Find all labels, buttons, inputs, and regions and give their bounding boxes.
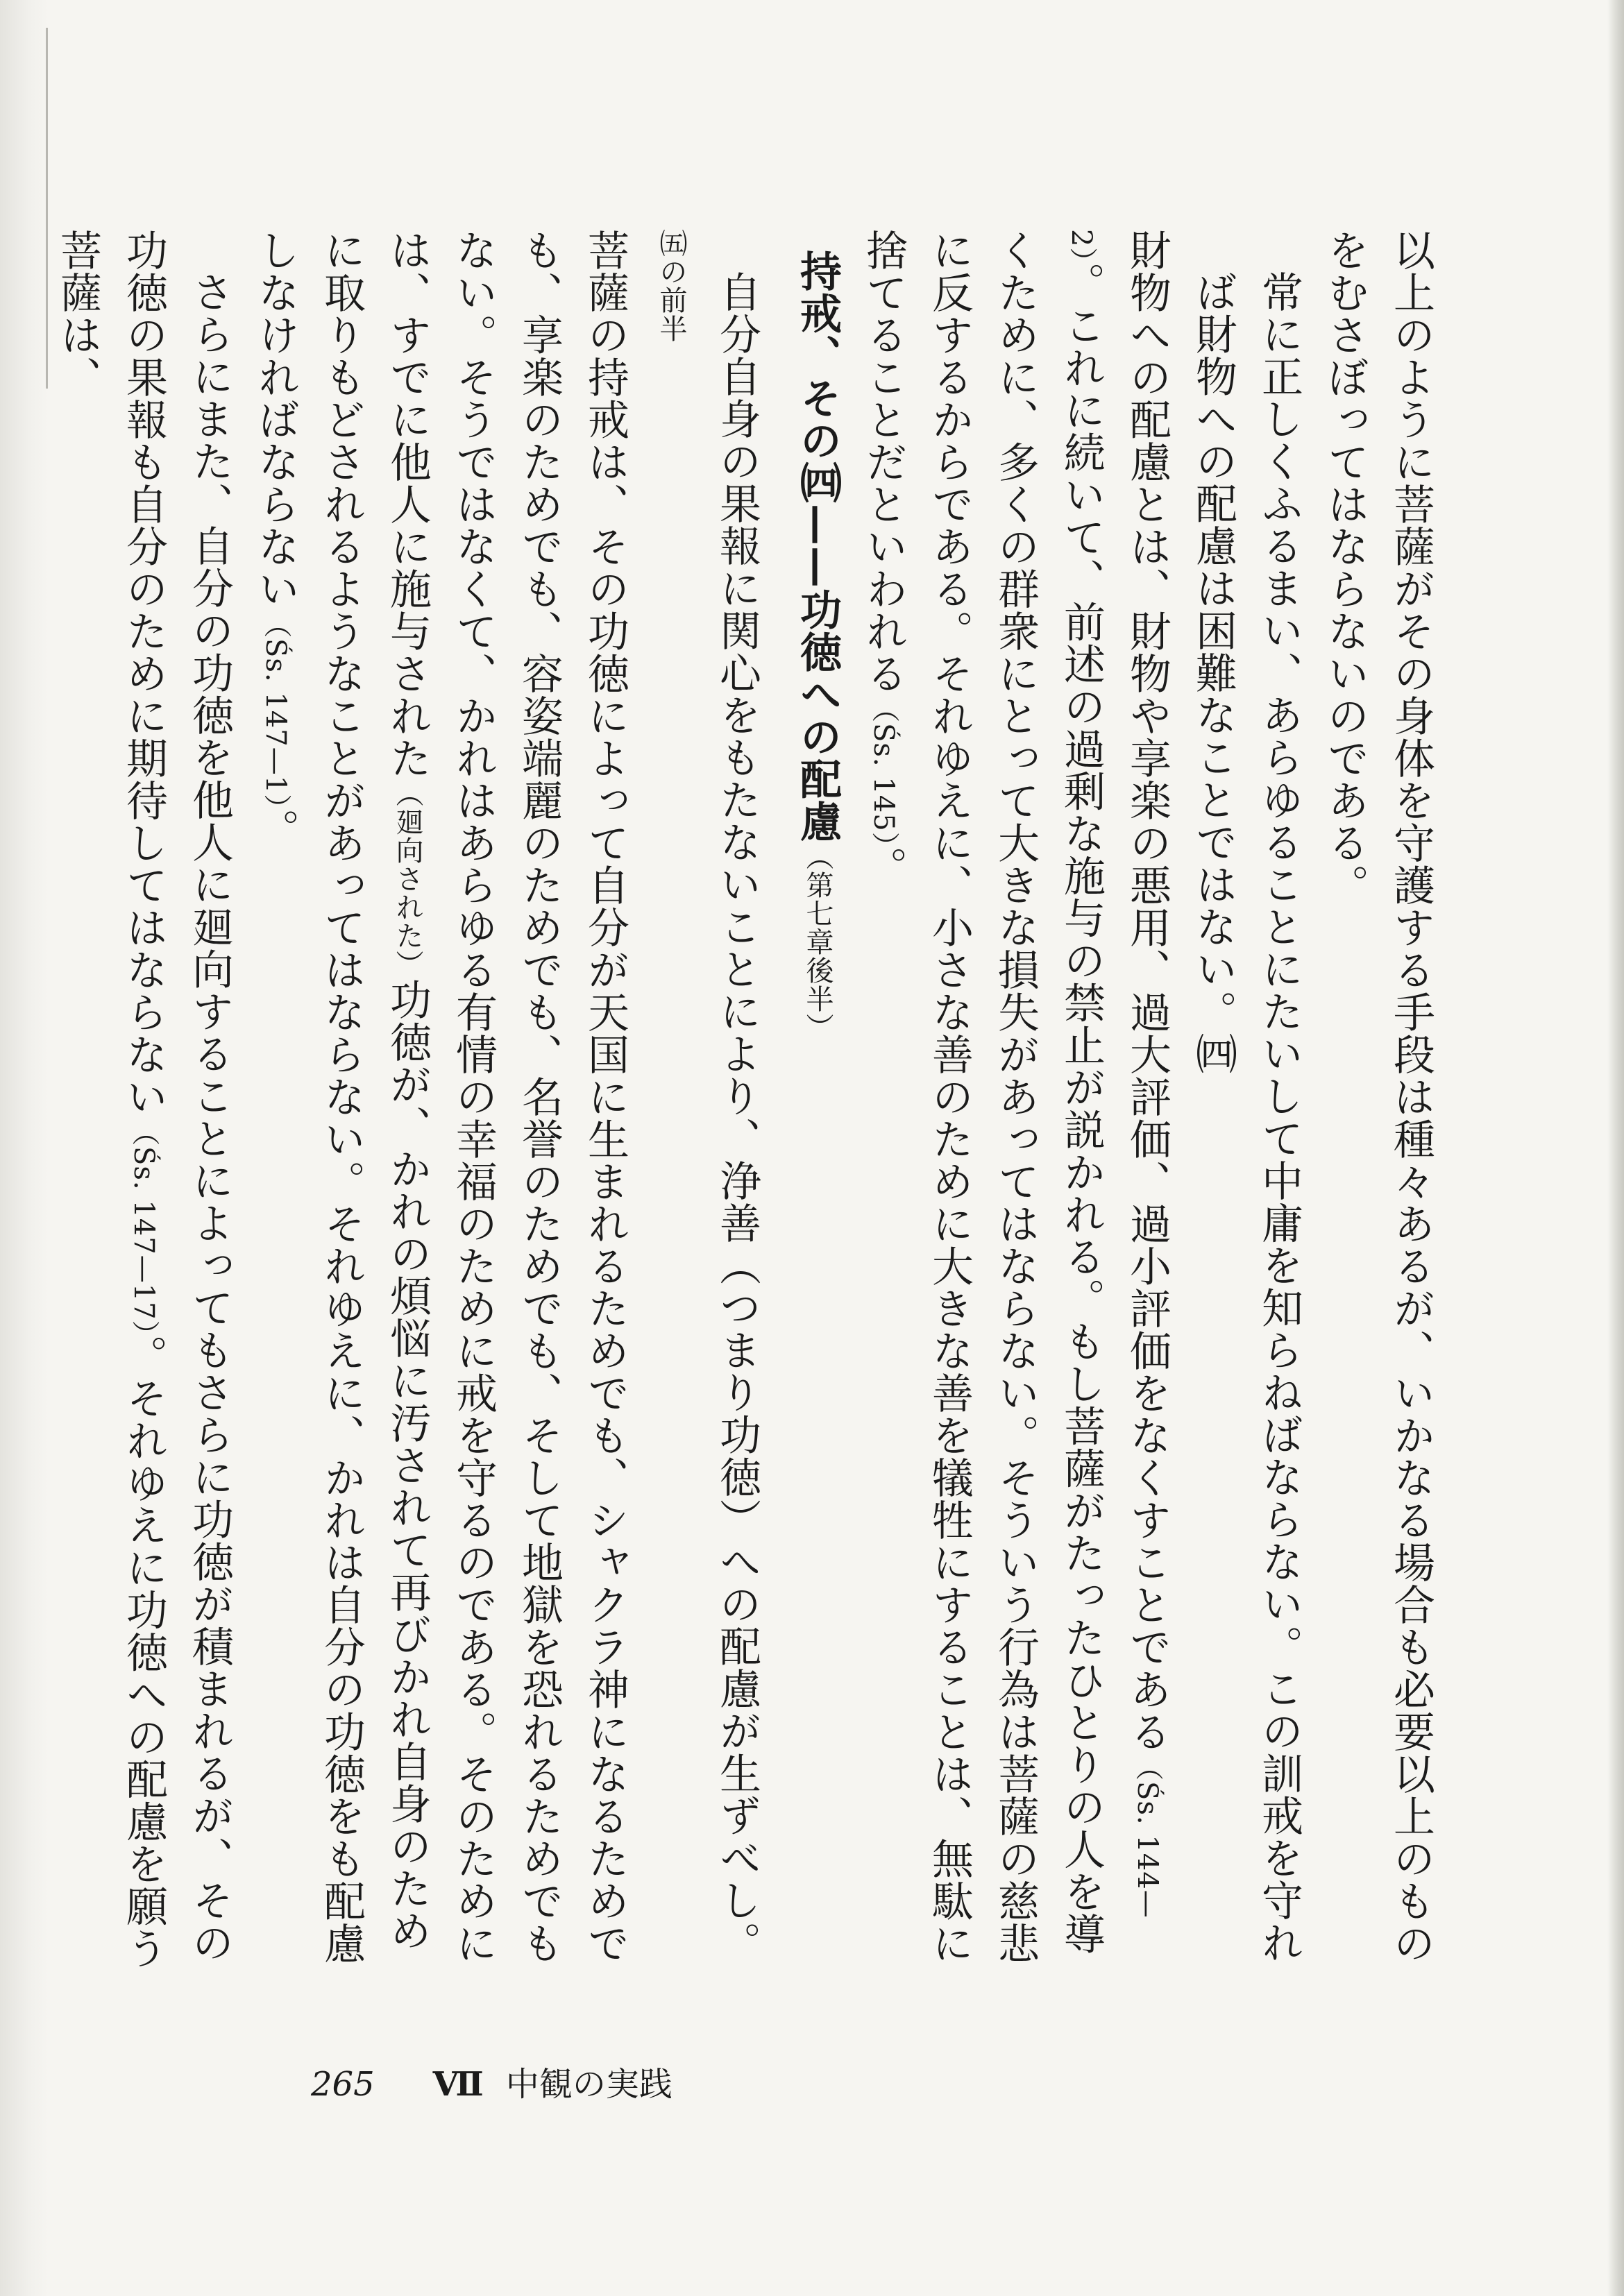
page-number: 265	[311, 2065, 375, 2104]
section-heading-subtitle: （第七章後半）	[802, 842, 834, 1041]
page-edge-right	[1607, 0, 1624, 2296]
paragraph-5-text-a: 菩薩の持戒は、その功徳によって自分が天国に生まれるためでも、シャクラ神になるためでも、享楽のためでも、容姿端麗のためでも、名誉のためでも、そして地獄を恐れるためでもない。そうではなくて、かれはあらゆる有情の幸福のために戒を守るのである。そのためには、すでに他人に施与された	[383, 229, 629, 1964]
chapter-title: 中観の実践	[505, 2065, 673, 2104]
paragraph-1-text: 以上のように菩薩がその身体を守護する手段は種々あるが、いかなる場合も必要以上のものをむさぼってはならないのである。	[1321, 229, 1435, 1964]
chapter-numeral: Ⅶ	[432, 2065, 484, 2104]
paragraph-4-note: ㈤の前半	[655, 229, 687, 343]
page-footer	[311, 2059, 797, 2109]
paragraph-5-paren: （廻向された）	[391, 779, 423, 978]
paragraph-6	[44, 229, 242, 1984]
paragraph-4-text: 自分自身の果報に関心をもたないことにより、浄善（つまり功徳）への配慮が生ずべし。	[713, 271, 761, 1964]
paragraph-4	[638, 229, 770, 1984]
section-heading	[784, 229, 850, 1984]
paragraph-5	[242, 229, 638, 1984]
paragraph-5-text-c: 。	[251, 808, 300, 851]
paragraph-3-text-a: 財物への配慮とは、財物や享楽の悪用、過大評価、過小評価をなくすことである	[1123, 229, 1172, 1753]
reference-ss-144: （Śs. 144—2）	[1065, 229, 1163, 1919]
page-edge-left	[0, 0, 49, 2296]
reference-ss-147-1: （Śs. 147—1）	[260, 610, 291, 809]
verse-text: 常に正しくふるまい、あらゆることにたいして中庸を知らねばならない。この訓戒を守れば財物への配慮は困難なことではない。	[1189, 271, 1303, 1964]
reference-ss-145: （Śs. 145）	[868, 695, 899, 847]
paragraph-1	[1312, 229, 1444, 1984]
paragraph-3-text-c: 。	[859, 846, 908, 889]
verse-note: ㈣	[1189, 1032, 1237, 1075]
paragraph-3	[850, 229, 1180, 1984]
paragraph-6-text-a: さらにまた、自分の功徳を他人に廻向することによってもさらに功徳が積まれるが、その功徳の果報も自分のために期待してはならない	[119, 229, 234, 1964]
body-text	[53, 229, 1444, 1984]
paragraph-5-text-b: 功徳が、かれの煩悩に汚されて再びかれ自身のために取りもどされるようなことがあってはならない。それゆえに、かれは自分の功徳をも配慮しなければならない	[251, 229, 432, 1964]
paragraph-6-text-b: 。それゆえに功徳への配慮を願う菩薩は、	[53, 229, 168, 1970]
section-heading-title: 持戒、その㈣——功徳への配慮	[793, 250, 842, 842]
verse-paragraph	[1180, 271, 1312, 1984]
reference-ss-147-17: （Śs. 147—17）	[128, 1118, 160, 1335]
paragraph-3-text-b: 。これに続いて、前述の過剰な施与の禁止が説かれる。もし菩薩がたったひとりの人を導くために、多くの群衆にとって大きな損失があってはならない。そういう行為は菩薩の慈悲に反するからである。それゆえに、小さな善のために大きな善を犠牲にすることは、無駄に捨てることだといわれる	[859, 229, 1106, 1964]
